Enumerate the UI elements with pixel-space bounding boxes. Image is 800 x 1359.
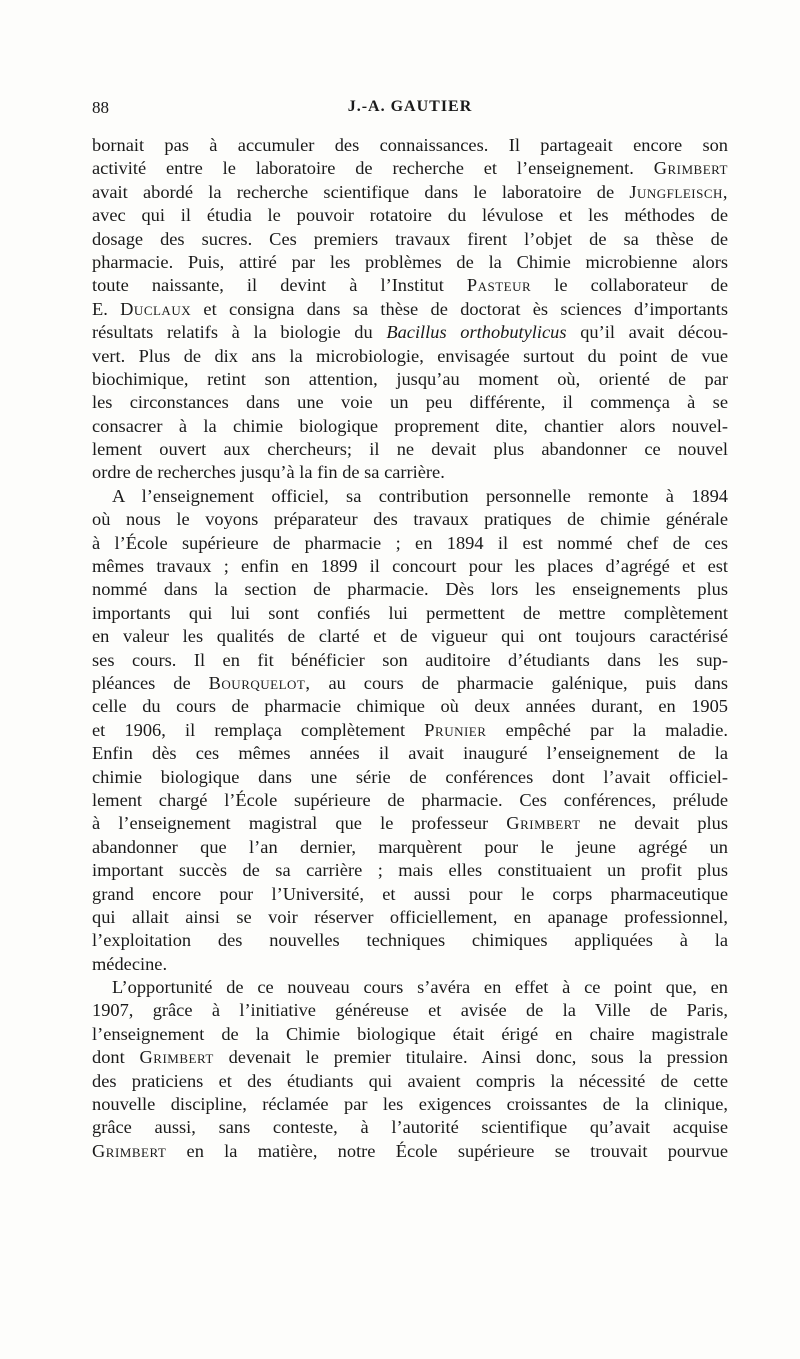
- text-line: [92, 695, 728, 718]
- text-run: qui allait ainsi se voir réserver officiellement, en apanage professionnel,: [92, 906, 728, 927]
- text-line: [92, 766, 728, 789]
- text-line: [92, 789, 728, 812]
- text-run: biochimique, retint son attention, jusqu’au moment où, orienté de par: [92, 368, 728, 389]
- text-run: empêché par la maladie.: [486, 719, 728, 740]
- text-run: avec qui il étudia le pouvoir rotatoire du lévulose et les méthodes de: [92, 205, 728, 226]
- text-line: [92, 719, 728, 742]
- small-caps-name: Duclaux: [120, 298, 192, 319]
- text-line: [92, 602, 728, 625]
- text-run: pléances de: [92, 672, 209, 693]
- text-run: où nous le voyons préparateur des travaux pratiques de chimie générale: [92, 509, 728, 530]
- text-run: pharmacie. Puis, attiré par les problèmes de la Chimie microbienne alors: [92, 251, 728, 272]
- text-line: [92, 625, 728, 648]
- text-line: [92, 532, 728, 555]
- text-run: lement ouvert aux chercheurs; il ne devait plus abandonner ce nouvel: [92, 439, 728, 460]
- small-caps-name: Grimbert: [506, 813, 581, 834]
- text-line: [92, 1023, 728, 1046]
- text-run: ordre de recherches jusqu’à la fin de sa carrière.: [92, 462, 445, 483]
- text-run: ses cours. Il en fit bénéficier son auditoire d’étudiants dans les sup-: [92, 649, 728, 670]
- small-caps-name: Pasteur: [466, 275, 532, 296]
- page-number: 88: [92, 98, 109, 117]
- text-line: [92, 1140, 728, 1163]
- text-run: médecine.: [92, 953, 168, 974]
- text-run: des praticiens et des étudiants qui avaient compris la nécessité de cette: [92, 1070, 728, 1091]
- small-caps-name: Prunier: [424, 719, 487, 740]
- text-line: [92, 438, 728, 461]
- text-line: [92, 836, 728, 859]
- small-caps-name: Jungfleisch,: [629, 181, 728, 202]
- text-line: [92, 415, 728, 438]
- text-run: abandonner que l’an dernier, marquèrent pour le jeune agrégé un: [92, 836, 728, 857]
- text-run: en la matière, notre École supérieure se trouvait pourvue: [166, 1140, 728, 1161]
- text-run: important succès de sa carrière ; mais elles constituaient un profit plus: [92, 860, 728, 881]
- text-run: l’exploitation des nouvelles techniques chimiques appliquées à la: [92, 930, 728, 951]
- text-line: [92, 368, 728, 391]
- text-line: [92, 812, 728, 835]
- text-run: en valeur les qualités de clarté et de vigueur qui ont toujours caractérisé: [92, 626, 728, 647]
- text-line: [92, 391, 728, 414]
- text-run: à l’enseignement magistral que le professeur: [92, 813, 507, 834]
- text-run: consacrer à la chimie biologique proprement dite, chantier alors nouvel-: [92, 415, 728, 436]
- text-line: [92, 1093, 728, 1116]
- text-run: toute naissante, il devint à l’Institut: [92, 275, 467, 296]
- text-run: au cours de pharmacie galénique, puis dans: [310, 672, 728, 693]
- text-line: [92, 578, 728, 601]
- text-run: grâce aussi, sans conteste, à l’autorité scientifique qu’avait acquise: [92, 1117, 728, 1138]
- text-run: chimie biologique dans une série de conférences dont l’avait officiel-: [92, 766, 728, 787]
- text-run: devenait le premier titulaire. Ainsi donc, sous la pression: [213, 1047, 728, 1068]
- text-run: celle du cours de pharmacie chimique où deux années durant, en 1905: [92, 696, 728, 717]
- text-line: [92, 906, 728, 929]
- small-caps-name: Grimbert: [139, 1047, 214, 1068]
- text-line: [92, 672, 728, 695]
- text-run: E.: [92, 298, 121, 319]
- text-run: résultats relatifs à la biologie du: [92, 322, 387, 343]
- italic-term: Bacillus orthobutylicus: [386, 322, 567, 343]
- text-line: [92, 508, 728, 531]
- text-run: Enfin dès ces mêmes années il avait inauguré l’enseignement de la: [92, 743, 728, 764]
- text-run: lement chargé l’École supérieure de pharmacie. Ces conférences, prélude: [92, 789, 728, 810]
- text-run: L’opportunité de ce nouveau cours s’avéra en effet à ce point que, en: [112, 977, 728, 998]
- text-line: [92, 345, 728, 368]
- text-run: et 1906, il remplaça complètement: [92, 719, 425, 740]
- text-run: le collaborateur de: [531, 275, 728, 296]
- text-line: [92, 461, 728, 484]
- text-line: [92, 555, 728, 578]
- text-line: [92, 976, 728, 999]
- small-caps-name: Grimbert: [92, 1140, 167, 1161]
- text-line: [92, 929, 728, 952]
- text-run: à l’École supérieure de pharmacie ; en 1894 il est nommé chef de ces: [92, 532, 728, 553]
- small-caps-name: Bourquelot,: [208, 672, 311, 693]
- text-run: les circonstances dans une voie un peu différente, il commença à se: [92, 392, 728, 413]
- text-line: [92, 251, 728, 274]
- text-line: [92, 1070, 728, 1093]
- small-caps-name: Grimbert: [653, 158, 728, 179]
- text-run: avait abordé la recherche scientifique dans le laboratoire de: [92, 181, 630, 202]
- text-line: [92, 649, 728, 672]
- text-line: [92, 274, 728, 297]
- text-line: [92, 181, 728, 204]
- text-run: l’enseignement de la Chimie biologique était érigé en chaire magistrale: [92, 1023, 728, 1044]
- text-run: grand encore pour l’Université, et aussi pour le corps pharmaceutique: [92, 883, 728, 904]
- text-run: et consigna dans sa thèse de doctorat ès sciences d’importants: [191, 298, 728, 319]
- body-text: [92, 134, 728, 1163]
- text-run: bornait pas à accumuler des connaissances. Il partageait encore son: [92, 135, 728, 155]
- text-line: [92, 485, 728, 508]
- text-run: qu’il avait décou-: [566, 322, 728, 343]
- text-line: [92, 204, 728, 227]
- text-line: [92, 298, 728, 321]
- text-line: [92, 157, 728, 180]
- text-line: [92, 1116, 728, 1139]
- text-line: [92, 134, 728, 157]
- text-run: A l’enseignement officiel, sa contribution personnelle remonte à 1894: [112, 485, 728, 506]
- text-run: importants qui lui sont confiés lui permettent de mettre complètement: [92, 602, 728, 623]
- text-run: dosage des sucres. Ces premiers travaux firent l’objet de sa thèse de: [92, 228, 728, 249]
- text-run: activité entre le laboratoire de recherche et l’enseignement.: [92, 158, 654, 179]
- running-title: J.-A. GAUTIER: [347, 98, 473, 115]
- text-line: [92, 321, 728, 344]
- text-run: nouvelle discipline, réclamée par les exigences croissantes de la clinique,: [92, 1094, 728, 1115]
- text-run: vert. Plus de dix ans la microbiologie, envisagée surtout du point de vue: [92, 345, 728, 366]
- text-run: mêmes travaux ; enfin en 1899 il concourt pour les places d’agrégé et est: [92, 556, 728, 577]
- text-line: [92, 883, 728, 906]
- running-head: [92, 98, 728, 120]
- text-run: ne devait plus: [580, 813, 728, 834]
- text-line: [92, 228, 728, 251]
- text-run: nommé dans la section de pharmacie. Dès lors les enseignements plus: [92, 579, 728, 600]
- text-line: [92, 953, 728, 976]
- text-line: [92, 742, 728, 765]
- text-run: 1907, grâce à l’initiative généreuse et avisée de la Ville de Paris,: [92, 1000, 728, 1021]
- text-run: dont: [92, 1047, 140, 1068]
- text-line: [92, 859, 728, 882]
- text-line: [92, 1046, 728, 1069]
- text-line: [92, 999, 728, 1022]
